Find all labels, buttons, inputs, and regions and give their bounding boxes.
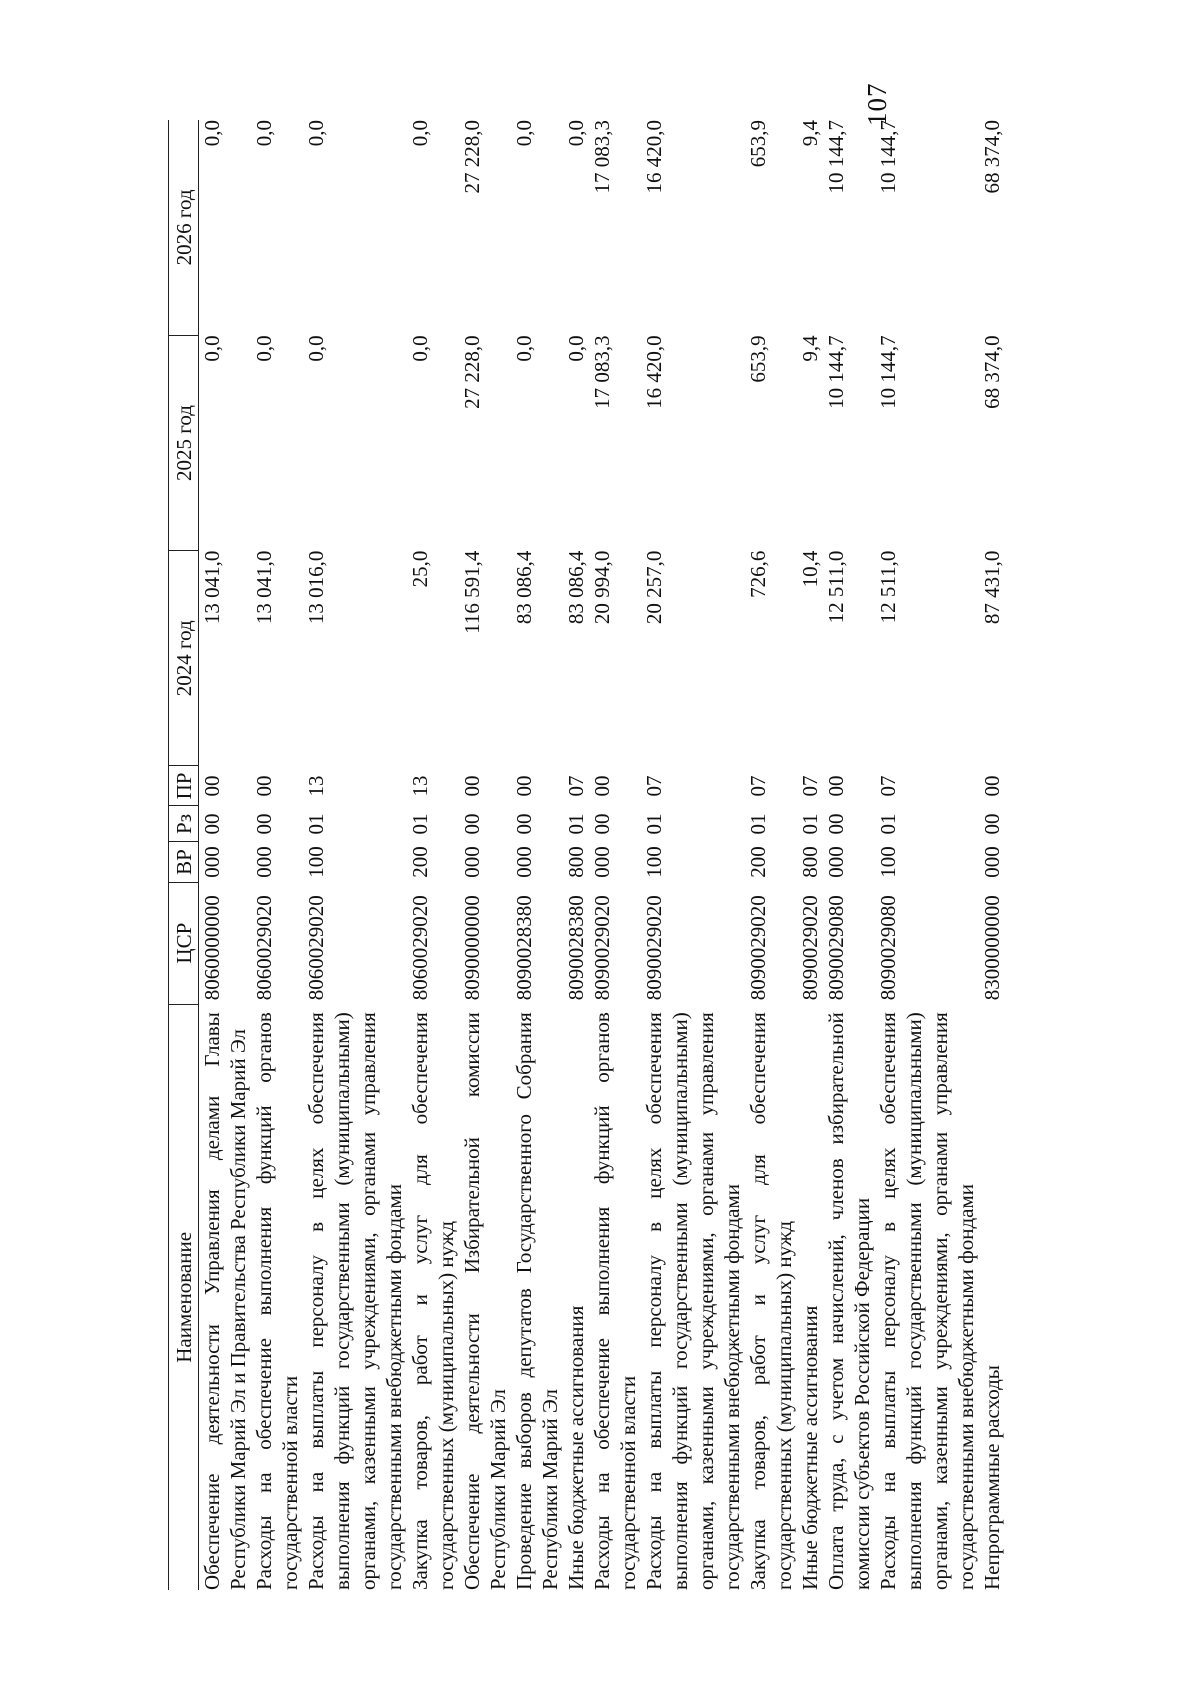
page-number: 107 [862, 82, 892, 126]
cell-rz [589, 806, 641, 842]
cell-csr-value: 8090028380 [564, 895, 588, 1001]
cell-csr-value: 8090029020 [590, 895, 614, 1001]
cell-vr [459, 842, 511, 882]
cell-value-2026-value: 0,0 [252, 120, 276, 147]
table-row [979, 120, 1005, 1590]
cell-csr [823, 882, 875, 1004]
cell-value-2026 [979, 120, 1005, 335]
row-name [823, 1004, 875, 1590]
cell-rz [745, 806, 797, 842]
cell-pr [563, 766, 589, 806]
table-row [251, 120, 303, 1590]
cell-pr [251, 766, 303, 806]
cell-pr-value: 07 [798, 775, 822, 797]
cell-pr [511, 766, 563, 806]
cell-rz-value: 00 [252, 813, 276, 835]
cell-value-2025-value: 0,0 [512, 335, 536, 362]
cell-pr-value: 00 [460, 775, 484, 797]
cell-pr-value: 00 [252, 775, 276, 797]
row-name [251, 1004, 303, 1590]
cell-vr-value: 800 [564, 846, 588, 878]
cell-rz [303, 806, 407, 842]
cell-rz [979, 806, 1005, 842]
header-2025: 2025 год [169, 335, 199, 550]
cell-rz [251, 806, 303, 842]
cell-pr-value: 07 [642, 775, 666, 797]
cell-value-2025-value: 0,0 [200, 335, 224, 362]
table-row [823, 120, 875, 1590]
cell-value-2025 [875, 335, 979, 550]
cell-rz [407, 806, 459, 842]
table-row [875, 120, 979, 1590]
cell-value-2025 [251, 335, 303, 550]
cell-pr-value: 07 [746, 775, 770, 797]
cell-value-2025 [511, 335, 563, 550]
cell-rz-value: 01 [564, 813, 588, 835]
row-name-text: Непрограммные расходы [980, 1365, 1004, 1590]
cell-value-2026 [511, 120, 563, 335]
cell-csr [563, 882, 589, 1004]
cell-value-2026 [303, 120, 407, 335]
cell-value-2025-value: 27 228,0 [460, 335, 484, 409]
cell-value-2026-value: 653,9 [746, 120, 770, 168]
cell-csr [303, 882, 407, 1004]
table-row [797, 120, 823, 1590]
cell-vr-value: 000 [460, 846, 484, 878]
cell-rz [641, 806, 745, 842]
cell-value-2024 [199, 551, 252, 766]
cell-value-2026 [641, 120, 745, 335]
table-header [169, 120, 199, 1590]
cell-rz [563, 806, 589, 842]
cell-value-2025 [823, 335, 875, 550]
cell-pr-value: 00 [980, 775, 1004, 797]
cell-value-2024-value: 10,4 [798, 550, 822, 588]
cell-vr [797, 842, 823, 882]
cell-csr-value: 8090029020 [642, 895, 666, 1001]
header-pr: ПР [169, 766, 199, 806]
cell-rz-value: 00 [980, 813, 1004, 835]
cell-value-2024 [251, 551, 303, 766]
cell-value-2024-value: 20 994,0 [590, 550, 614, 625]
table-row [199, 120, 252, 1590]
cell-csr-value: 8090000000 [460, 895, 484, 1001]
row-name-text: Иные бюджетные ассигнования [564, 1305, 588, 1590]
row-name-text: Иные бюджетные ассигнования [798, 1305, 822, 1590]
row-name [979, 1004, 1005, 1590]
cell-pr [823, 766, 875, 806]
row-name [303, 1004, 407, 1590]
cell-value-2024-value: 12 511,0 [824, 550, 848, 624]
cell-value-2024-value: 83 086,4 [512, 550, 536, 625]
row-name [563, 1004, 589, 1590]
cell-vr-value: 000 [200, 846, 224, 878]
cell-value-2025 [979, 335, 1005, 550]
cell-value-2024 [979, 551, 1005, 766]
cell-rz [823, 806, 875, 842]
row-name-text: Расходы на выплаты персоналу в целях обеспечения выполнения функций государственными (муниципальными) органами, казенными учреждениями, органами управления государственными внебюджетными фондами [642, 1012, 744, 1590]
cell-value-2024 [459, 551, 511, 766]
cell-value-2026 [875, 120, 979, 335]
cell-value-2024-value: 25,0 [408, 550, 432, 588]
cell-rz [511, 806, 563, 842]
cell-value-2024 [641, 551, 745, 766]
cell-value-2026 [459, 120, 511, 335]
cell-rz-value: 01 [746, 813, 770, 835]
cell-value-2025 [407, 335, 459, 550]
cell-vr [979, 842, 1005, 882]
cell-pr-value: 00 [200, 775, 224, 797]
cell-csr [979, 882, 1005, 1004]
cell-value-2024-value: 83 086,4 [564, 550, 588, 625]
row-name [589, 1004, 641, 1590]
cell-value-2024-value: 13 041,0 [252, 550, 276, 625]
row-name [199, 1004, 252, 1590]
cell-rz-value: 01 [798, 813, 822, 835]
cell-vr-value: 000 [824, 846, 848, 878]
cell-csr [641, 882, 745, 1004]
row-name [797, 1004, 823, 1590]
cell-pr [641, 766, 745, 806]
cell-value-2025 [199, 335, 252, 550]
cell-vr [589, 842, 641, 882]
cell-vr [511, 842, 563, 882]
cell-csr-value: 8090028380 [512, 895, 536, 1001]
row-name-text: Проведение выборов депутатов Государственного Собрания Республики Марий Эл [512, 1012, 562, 1590]
cell-csr-value: 8060000000 [200, 895, 224, 1001]
table-row [407, 120, 459, 1590]
cell-value-2026-value: 68 374,0 [980, 120, 1004, 194]
cell-value-2026-value: 0,0 [564, 120, 588, 147]
cell-vr [251, 842, 303, 882]
cell-pr-value: 07 [564, 775, 588, 797]
table-row [563, 120, 589, 1590]
table-row [459, 120, 511, 1590]
cell-value-2026-value: 9,4 [798, 120, 822, 147]
cell-pr [589, 766, 641, 806]
cell-value-2025-value: 0,0 [564, 335, 588, 362]
cell-rz [199, 806, 252, 842]
cell-csr [589, 882, 641, 1004]
header-rz: Рз [169, 806, 199, 842]
cell-csr [797, 882, 823, 1004]
cell-value-2024 [563, 551, 589, 766]
cell-rz-value: 00 [460, 813, 484, 835]
cell-vr [199, 842, 252, 882]
cell-csr-value: 8300000000 [980, 895, 1004, 1001]
cell-rz-value: 01 [408, 813, 432, 835]
cell-vr [303, 842, 407, 882]
cell-pr-value: 13 [408, 775, 432, 797]
cell-rz [797, 806, 823, 842]
cell-csr [251, 882, 303, 1004]
budget-table [168, 120, 1005, 1590]
cell-value-2025 [563, 335, 589, 550]
cell-pr-value: 00 [512, 775, 536, 797]
cell-pr [797, 766, 823, 806]
cell-pr-value: 00 [590, 775, 614, 797]
cell-value-2025-value: 0,0 [252, 335, 276, 362]
cell-rz [459, 806, 511, 842]
cell-csr-value: 8060029020 [252, 895, 276, 1001]
cell-csr-value: 8060029020 [408, 895, 432, 1001]
cell-value-2024-value: 20 257,0 [642, 550, 666, 625]
cell-value-2025 [303, 335, 407, 550]
cell-csr [875, 882, 979, 1004]
header-2024: 2024 год [169, 551, 199, 766]
row-name-text: Оплата труда, с учетом начислений, членов избирательной комиссии субъектов Российской Федерации [824, 1012, 874, 1590]
row-name [875, 1004, 979, 1590]
cell-vr-value: 000 [980, 846, 1004, 878]
cell-vr-value: 000 [252, 846, 276, 878]
cell-csr [407, 882, 459, 1004]
row-name [511, 1004, 563, 1590]
cell-value-2025 [797, 335, 823, 550]
cell-value-2024-value: 12 511,0 [876, 550, 900, 624]
cell-csr-value: 8090029020 [798, 895, 822, 1001]
table-row [511, 120, 563, 1590]
cell-rz-value: 00 [824, 813, 848, 835]
row-name [641, 1004, 745, 1590]
cell-vr-value: 000 [512, 846, 536, 878]
table-row [303, 120, 407, 1590]
cell-value-2025-value: 16 420,0 [642, 335, 666, 409]
cell-value-2026 [563, 120, 589, 335]
row-name-text: Расходы на обеспечение выполнения функций органов государственной власти [252, 1012, 302, 1590]
table-row [641, 120, 745, 1590]
row-name [745, 1004, 797, 1590]
cell-pr-value: 07 [876, 775, 900, 797]
cell-value-2026-value: 10 144,7 [876, 120, 900, 194]
rotated-table-container [168, 120, 1004, 1590]
cell-vr-value: 100 [642, 846, 666, 878]
cell-value-2024 [875, 551, 979, 766]
table-row [589, 120, 641, 1590]
cell-pr [303, 766, 407, 806]
table-body [199, 120, 1006, 1590]
cell-value-2026-value: 0,0 [512, 120, 536, 147]
cell-vr-value: 200 [408, 846, 432, 878]
cell-vr-value: 200 [746, 846, 770, 878]
cell-vr-value: 000 [590, 846, 614, 878]
cell-rz-value: 00 [200, 813, 224, 835]
cell-value-2024 [589, 551, 641, 766]
row-name [459, 1004, 511, 1590]
cell-rz-value: 01 [642, 813, 666, 835]
cell-value-2026-value: 17 083,3 [590, 120, 614, 194]
cell-value-2025 [589, 335, 641, 550]
cell-value-2025-value: 0,0 [408, 335, 432, 362]
cell-vr [823, 842, 875, 882]
cell-value-2026-value: 27 228,0 [460, 120, 484, 194]
cell-value-2026-value: 0,0 [200, 120, 224, 147]
cell-value-2024-value: 726,6 [746, 550, 770, 598]
cell-csr [745, 882, 797, 1004]
cell-value-2025 [459, 335, 511, 550]
cell-value-2024 [823, 551, 875, 766]
cell-value-2024 [407, 551, 459, 766]
cell-value-2026 [251, 120, 303, 335]
row-name-text: Расходы на выплаты персоналу в целях обеспечения выполнения функций государственными (муниципальными) органами, казенными учреждениями, органами управления государственными внебюджетными фондами [304, 1012, 406, 1590]
cell-pr [875, 766, 979, 806]
cell-vr-value: 100 [304, 846, 328, 878]
header-2026: 2026 год [169, 120, 199, 335]
cell-csr [199, 882, 252, 1004]
row-name-text: Обеспечение деятельности Управления делами Главы Республики Марий Эл и Правительства Республики Марий Эл [200, 1012, 250, 1590]
cell-pr-value: 00 [824, 775, 848, 797]
cell-value-2025-value: 17 083,3 [590, 335, 614, 409]
cell-value-2024-value: 13 016,0 [304, 550, 328, 625]
cell-value-2026 [823, 120, 875, 335]
cell-value-2026 [797, 120, 823, 335]
cell-pr-value: 13 [304, 775, 328, 797]
cell-vr [407, 842, 459, 882]
header-name: Наименование [169, 1004, 199, 1590]
cell-value-2026 [407, 120, 459, 335]
cell-rz-value: 00 [590, 813, 614, 835]
cell-value-2026-value: 10 144,7 [824, 120, 848, 194]
cell-value-2024-value: 116 591,4 [460, 550, 484, 634]
cell-value-2024 [303, 551, 407, 766]
cell-csr [459, 882, 511, 1004]
cell-value-2025-value: 9,4 [798, 335, 822, 362]
row-name [407, 1004, 459, 1590]
cell-csr-value: 8090029080 [824, 895, 848, 1001]
cell-vr [641, 842, 745, 882]
cell-value-2024 [511, 551, 563, 766]
cell-value-2025-value: 68 374,0 [980, 335, 1004, 409]
cell-csr-value: 8060029020 [304, 895, 328, 1001]
cell-value-2025 [745, 335, 797, 550]
cell-csr-value: 8090029020 [746, 895, 770, 1001]
cell-value-2025-value: 10 144,7 [876, 335, 900, 409]
cell-vr [563, 842, 589, 882]
cell-pr [459, 766, 511, 806]
cell-value-2025-value: 653,9 [746, 335, 770, 383]
cell-value-2024 [797, 551, 823, 766]
cell-pr [407, 766, 459, 806]
cell-rz-value: 01 [876, 813, 900, 835]
cell-pr [979, 766, 1005, 806]
cell-csr [511, 882, 563, 1004]
cell-value-2026 [589, 120, 641, 335]
cell-pr [745, 766, 797, 806]
row-name-text: Обеспечение деятельности Избирательной комиссии Республики Марий Эл [460, 1012, 510, 1590]
row-name-text: Закупка товаров, работ и услуг для обеспечения государственных (муниципальных) нужд [746, 1012, 796, 1590]
cell-value-2024-value: 87 431,0 [980, 550, 1004, 625]
cell-rz [875, 806, 979, 842]
row-name-text: Расходы на обеспечение выполнения функций органов государственной власти [590, 1012, 640, 1590]
cell-value-2026 [199, 120, 252, 335]
cell-value-2025 [641, 335, 745, 550]
cell-value-2024 [745, 551, 797, 766]
cell-vr-value: 800 [798, 846, 822, 878]
cell-rz-value: 00 [512, 813, 536, 835]
cell-value-2024-value: 13 041,0 [200, 550, 224, 625]
cell-value-2025-value: 10 144,7 [824, 335, 848, 409]
row-name-text: Расходы на выплаты персоналу в целях обеспечения выполнения функций государственными (муниципальными) органами, казенными учреждениями, органами управления государственными внебюджетными фондами [876, 1012, 978, 1590]
table-row [745, 120, 797, 1590]
cell-vr [745, 842, 797, 882]
cell-value-2026 [745, 120, 797, 335]
header-csr: ЦСР [169, 882, 199, 1004]
cell-value-2026-value: 16 420,0 [642, 120, 666, 194]
cell-value-2026-value: 0,0 [408, 120, 432, 147]
cell-value-2025-value: 0,0 [304, 335, 328, 362]
row-name-text: Закупка товаров, работ и услуг для обеспечения государственных (муниципальных) нужд [408, 1012, 458, 1590]
cell-vr [875, 842, 979, 882]
header-vr: ВР [169, 842, 199, 882]
cell-pr [199, 766, 252, 806]
cell-rz-value: 01 [304, 813, 328, 835]
cell-vr-value: 100 [876, 846, 900, 878]
cell-value-2026-value: 0,0 [304, 120, 328, 147]
cell-csr-value: 8090029080 [876, 895, 900, 1001]
